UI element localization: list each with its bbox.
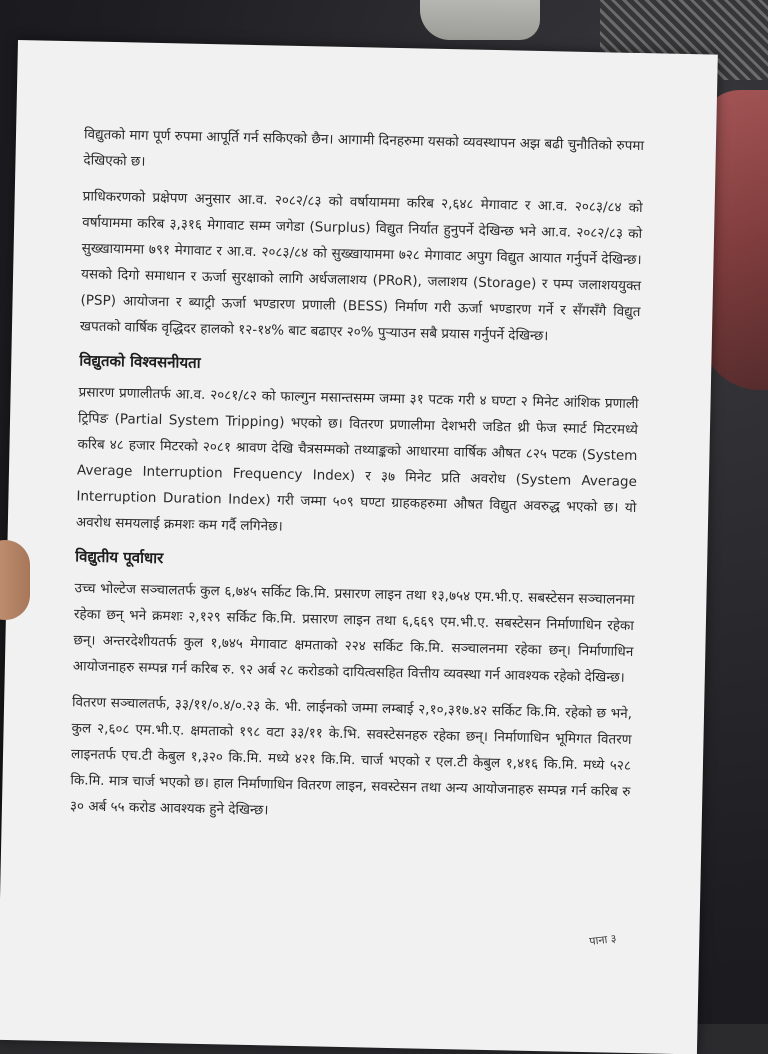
document-page	[0, 40, 718, 1054]
intro-paragraph-2: प्राधिकरणको प्रक्षेपण अनुसार आ.व. २०८२/८३ को वर्षायाममा करिब २,६४८ मेगावाट र आ.व. २०८३/८४ को वर्षायाममा करिब ३,३१६ मेगावाट सम्म जगेडा (Surplus) विद्युत निर्यात हुनुपर्ने देखिन्छ भने आ.व. २०८२/८३ को सुख्खायाममा ७९१ मेगावाट र आ.व. २०८३/८४ को सुख्खायाममा ७२८ मेगावाट अपुग विद्युत आयात गर्नुपर्ने देखिन्छ। यसको दिगो समाधान र ऊर्जा सुरक्षाको लागि अर्धजलाशय (PRoR), जलाशय (Storage) र पम्प जलाशययुक्त (PSP) आयोजना र ब्याट्री ऊर्जा भण्डारण प्रणाली (BESS) निर्माण गरी ऊर्जा भण्डारण गर्ने र सँगसँगै विद्युत खपतको वार्षिक वृद्धिदर हालको १२-१४% बाट बढाएर २०% पुऱ्याउन सबै प्रयास गर्नुपर्ने देखिन्छ।	[79, 188, 643, 345]
background-cloth	[420, 0, 540, 40]
thumb	[0, 540, 30, 620]
infrastructure-paragraph-2: वितरण सञ्चालतर्फ, ३३/११/०.४/०.२३ के. भी. लाईनको जम्मा लम्बाई २,१०,३१७.४२ सर्किट कि.मि. रहेको छ भने, कुल २,६०८ एम.भी.ए. क्षमताको १९८ वटा ३३/११ के.भि. सवस्टेसनहरु रहेका छन्। निर्माणाधिन भूमिगत वितरण लाइनतर्फ एच.टी केबुल १,३२० कि.मि. मध्ये ४२१ कि.मि. चार्ज भएको र एल.टी केबुल १,४१६ कि.मि. मध्ये ५२८ कि.मि. मात्र चार्ज भएको छ। हाल निर्माणाधिन वितरण लाइन, सवस्टेसन तथा अन्य आयोजनाहरु सम्पन्न गर्न करिब रु ३० अर्ब ५५ करोड आवश्यक हुने देखिन्छ।	[69, 694, 633, 819]
reliability-paragraph: प्रसारण प्रणालीतर्फ आ.व. २०८१/८२ को फाल्गुन मसान्तसम्म जम्मा ३१ पटक गरी ४ घण्टा २ मिनेट आंशिक प्रणाली ट्रिपिङ (Partial System Tripping) भएको छ। वितरण प्रणालीमा देशभरी जडित थ्री फेज स्मार्ट मिटरमध्ये करिब ४८ हजार मिटरको २०८१ श्रावण देखि चैत्रसम्मको तथ्याङ्कको आधारमा वार्षिक औषत ८२५ पटक (System Average Interruption Frequency Index) र ३७ मिनेट प्रति अवरोध (System Average Interruption Duration Index) गरी जम्मा ५०९ घण्टा ग्राहकहरुमा औषत विद्युत अवरुद्ध भएको छ। यो अवरोध समयलाई क्रमशः कम गर्दै लगिनेछ।	[75, 384, 639, 535]
section-heading-infrastructure: विद्युतीय पूर्वाधार	[75, 547, 164, 568]
section-heading-reliability: विद्युतको विश्वसनीयता	[79, 351, 201, 372]
infrastructure-paragraph-1: उच्च भोल्टेज सञ्चालतर्फ कुल ६,७४५ सर्किट कि.मि. प्रसारण लाइन तथा १३,७५४ एम.भी.ए. सबस्टेसन सञ्चालनमा रहेका छन् भने क्रमशः २,१२९ सर्किट कि.मि. प्रसारण लाइन तथा ६,६६९ एम.भी.ए. सबस्टेसन निर्माणाधिन रहेका छन्। अन्तरदेशीयतर्फ कुल १,७४५ मेगावाट क्षमताको २२४ सर्किट कि.मि. सञ्चालनमा रहेका छन्। निर्माणाधिन आयोजनाहरु सम्पन्न गर्न करिब रु. ९२ अर्ब २८ करोडको दायित्वसहित वित्तीय व्यवस्था गर्न आवश्यक रहेको देखिन्छ।	[72, 580, 635, 686]
page-number: पाना ३	[588, 931, 618, 949]
intro-paragraph-1: विद्युतको माग पूर्ण रुपमा आपूर्ति गर्न सकिएको छैन। आगामी दिनहरुमा यसको व्यवस्थापन अझ बढी चुनौतिको रुपमा देखिएको छ।	[83, 126, 645, 170]
document-content	[69, 121, 644, 841]
